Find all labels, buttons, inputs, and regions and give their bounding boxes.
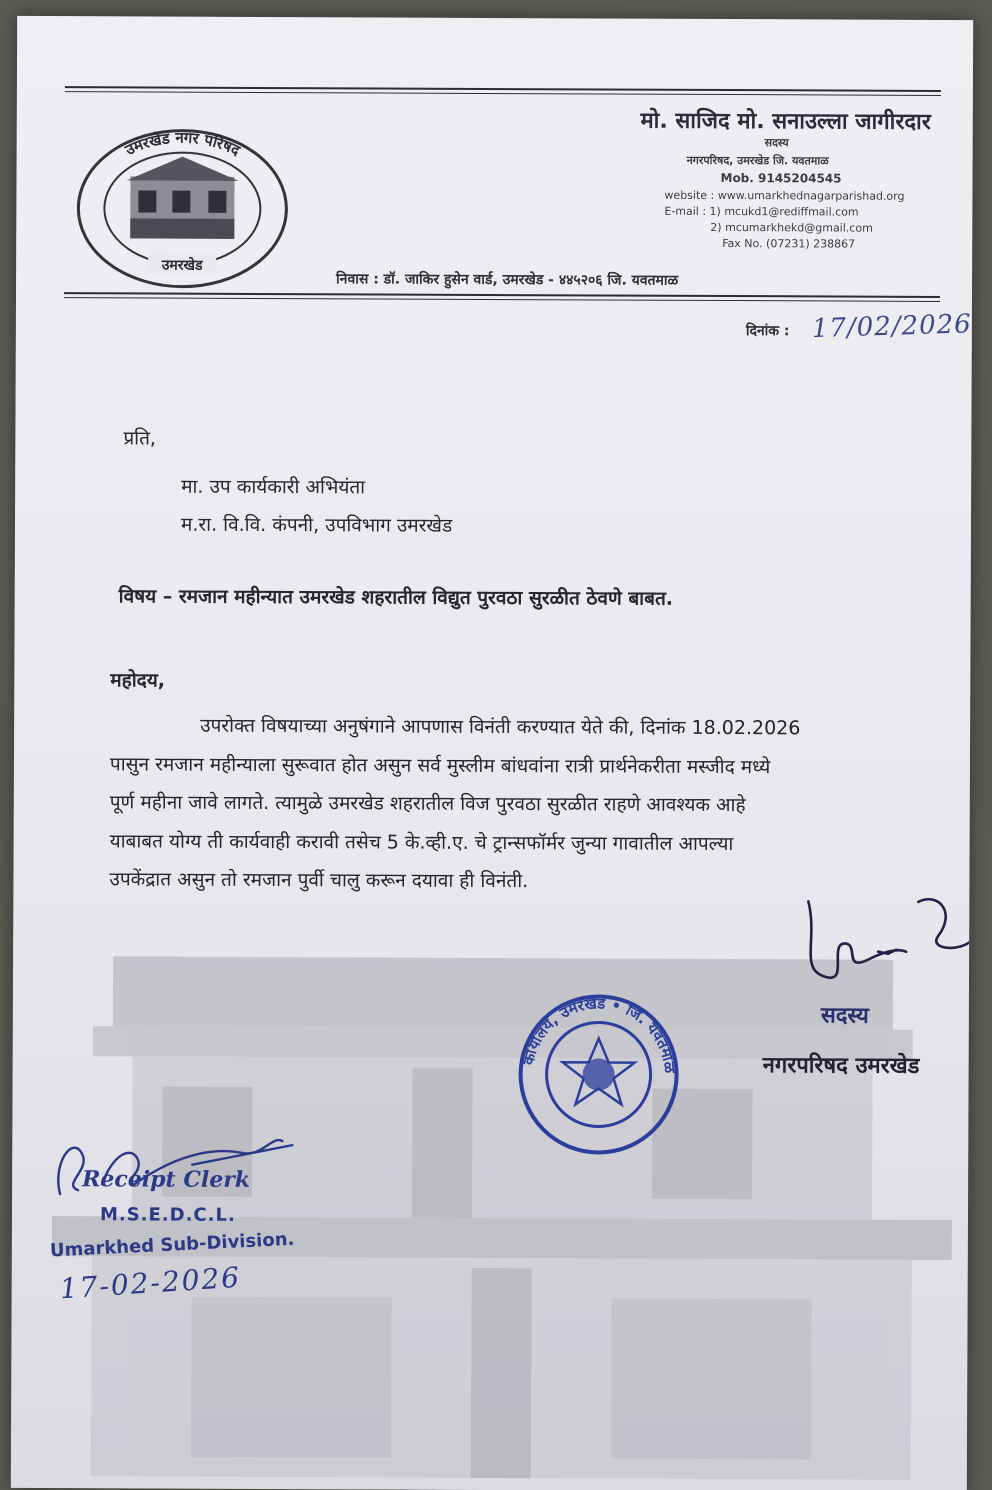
body-line: याबाबत योग्य ती कार्यवाही करावी तसेच 5 के.व्ही.ए. चे ट्रान्सफॉर्मर जुन्या गावातील आपल्या [109,829,734,855]
council-logo [72,124,293,293]
receipt-division: Umarkhed Sub-Division. [49,1228,295,1262]
body-line: पासुन रमजान महीन्याला सुरूवात होत असुन सर्व मुस्लीम बांधवांना रात्री प्रार्थनेकरीता मस्जीद मध्ये [109,752,771,778]
mobile-number: Mob. 9145204545 [720,170,842,186]
header-rule-bottom-thin [64,297,940,302]
recipient-line-2: म.रा. वि.वि. कंपनी, उपविभाग उमरखेड [180,513,453,537]
website-line: website : www.umarkhednagarparishad.org [664,188,905,203]
body-line: पूर्ण महीना जावे लागते. त्यामुळे उमरखेड शहरातील विज पुरवठा सुरळीत राहणे आवश्यक आहे [109,791,746,817]
fax-line: Fax No. (07231) 238867 [722,236,856,251]
signoff-council: नगरपरिषद उमरखेड [762,1053,920,1079]
date-handwritten: 17/02/2026 [811,309,973,345]
seal-text: कार्यालय, उमरखेड • जि. यवतमाळ [519,994,679,1074]
subject-line: विषय – रमजान महीन्यात उमरखेड शहरातील विद्युत पुरवठा सुरळीत ठेवणे बाबत. [118,585,674,610]
signoff-member: सदस्य [820,1003,869,1029]
member-designation: सदस्य [764,136,789,150]
receipt-org: M.S.E.D.C.L. [99,1204,236,1226]
svg-text:उमरखेड नगर परिषद [121,128,244,160]
letter-body [109,706,970,902]
receipt-signature [42,1124,332,1205]
to-label: प्रति, [123,427,157,450]
logo-text-top: उमरखेड नगर परिषद [122,128,243,160]
date-label: दिनांक : [745,323,790,340]
greeting: महोदय, [110,669,166,692]
header-rule-top-thin [65,91,941,96]
office-seal [514,990,683,1159]
body-line: उपरोक्त विषयाच्या अनुषंगाने आपणास विनंती करण्यात येते की, दिनांक 18.02.2026 [200,714,801,740]
letter-paper [11,16,973,1490]
council-address: नगरपरिषद, उमरखेड जि. यवतमाळ [686,153,829,168]
recipient-line-1: मा. उप कार्यकारी अभियंता [181,475,366,499]
logo-text-bottom: उमरखेड [161,257,203,274]
member-signature [788,881,973,992]
body-line: उपकेंद्रात असुन तो रमजान पुर्वी चालु करून दयावा ही विनंती. [109,868,529,893]
member-name: मो. साजिद मो. सनाउल्ला जागीरदार [640,108,931,135]
receipt-stamp [42,1124,333,1315]
email-line-1: E-mail : 1) mcukd1@rediffmail.com [664,204,859,219]
residence-address: निवास : डॉ. जाकिर हुसेन वार्ड, उमरखेड - ४४५२०६ जि. यवतमाळ [336,271,679,289]
email-line-2: 2) mcumarkhekd@gmail.com [710,220,873,235]
receipt-clerk: Receipt Clerk [82,1166,251,1193]
receipt-date: 17-02-2026 [58,1260,243,1306]
